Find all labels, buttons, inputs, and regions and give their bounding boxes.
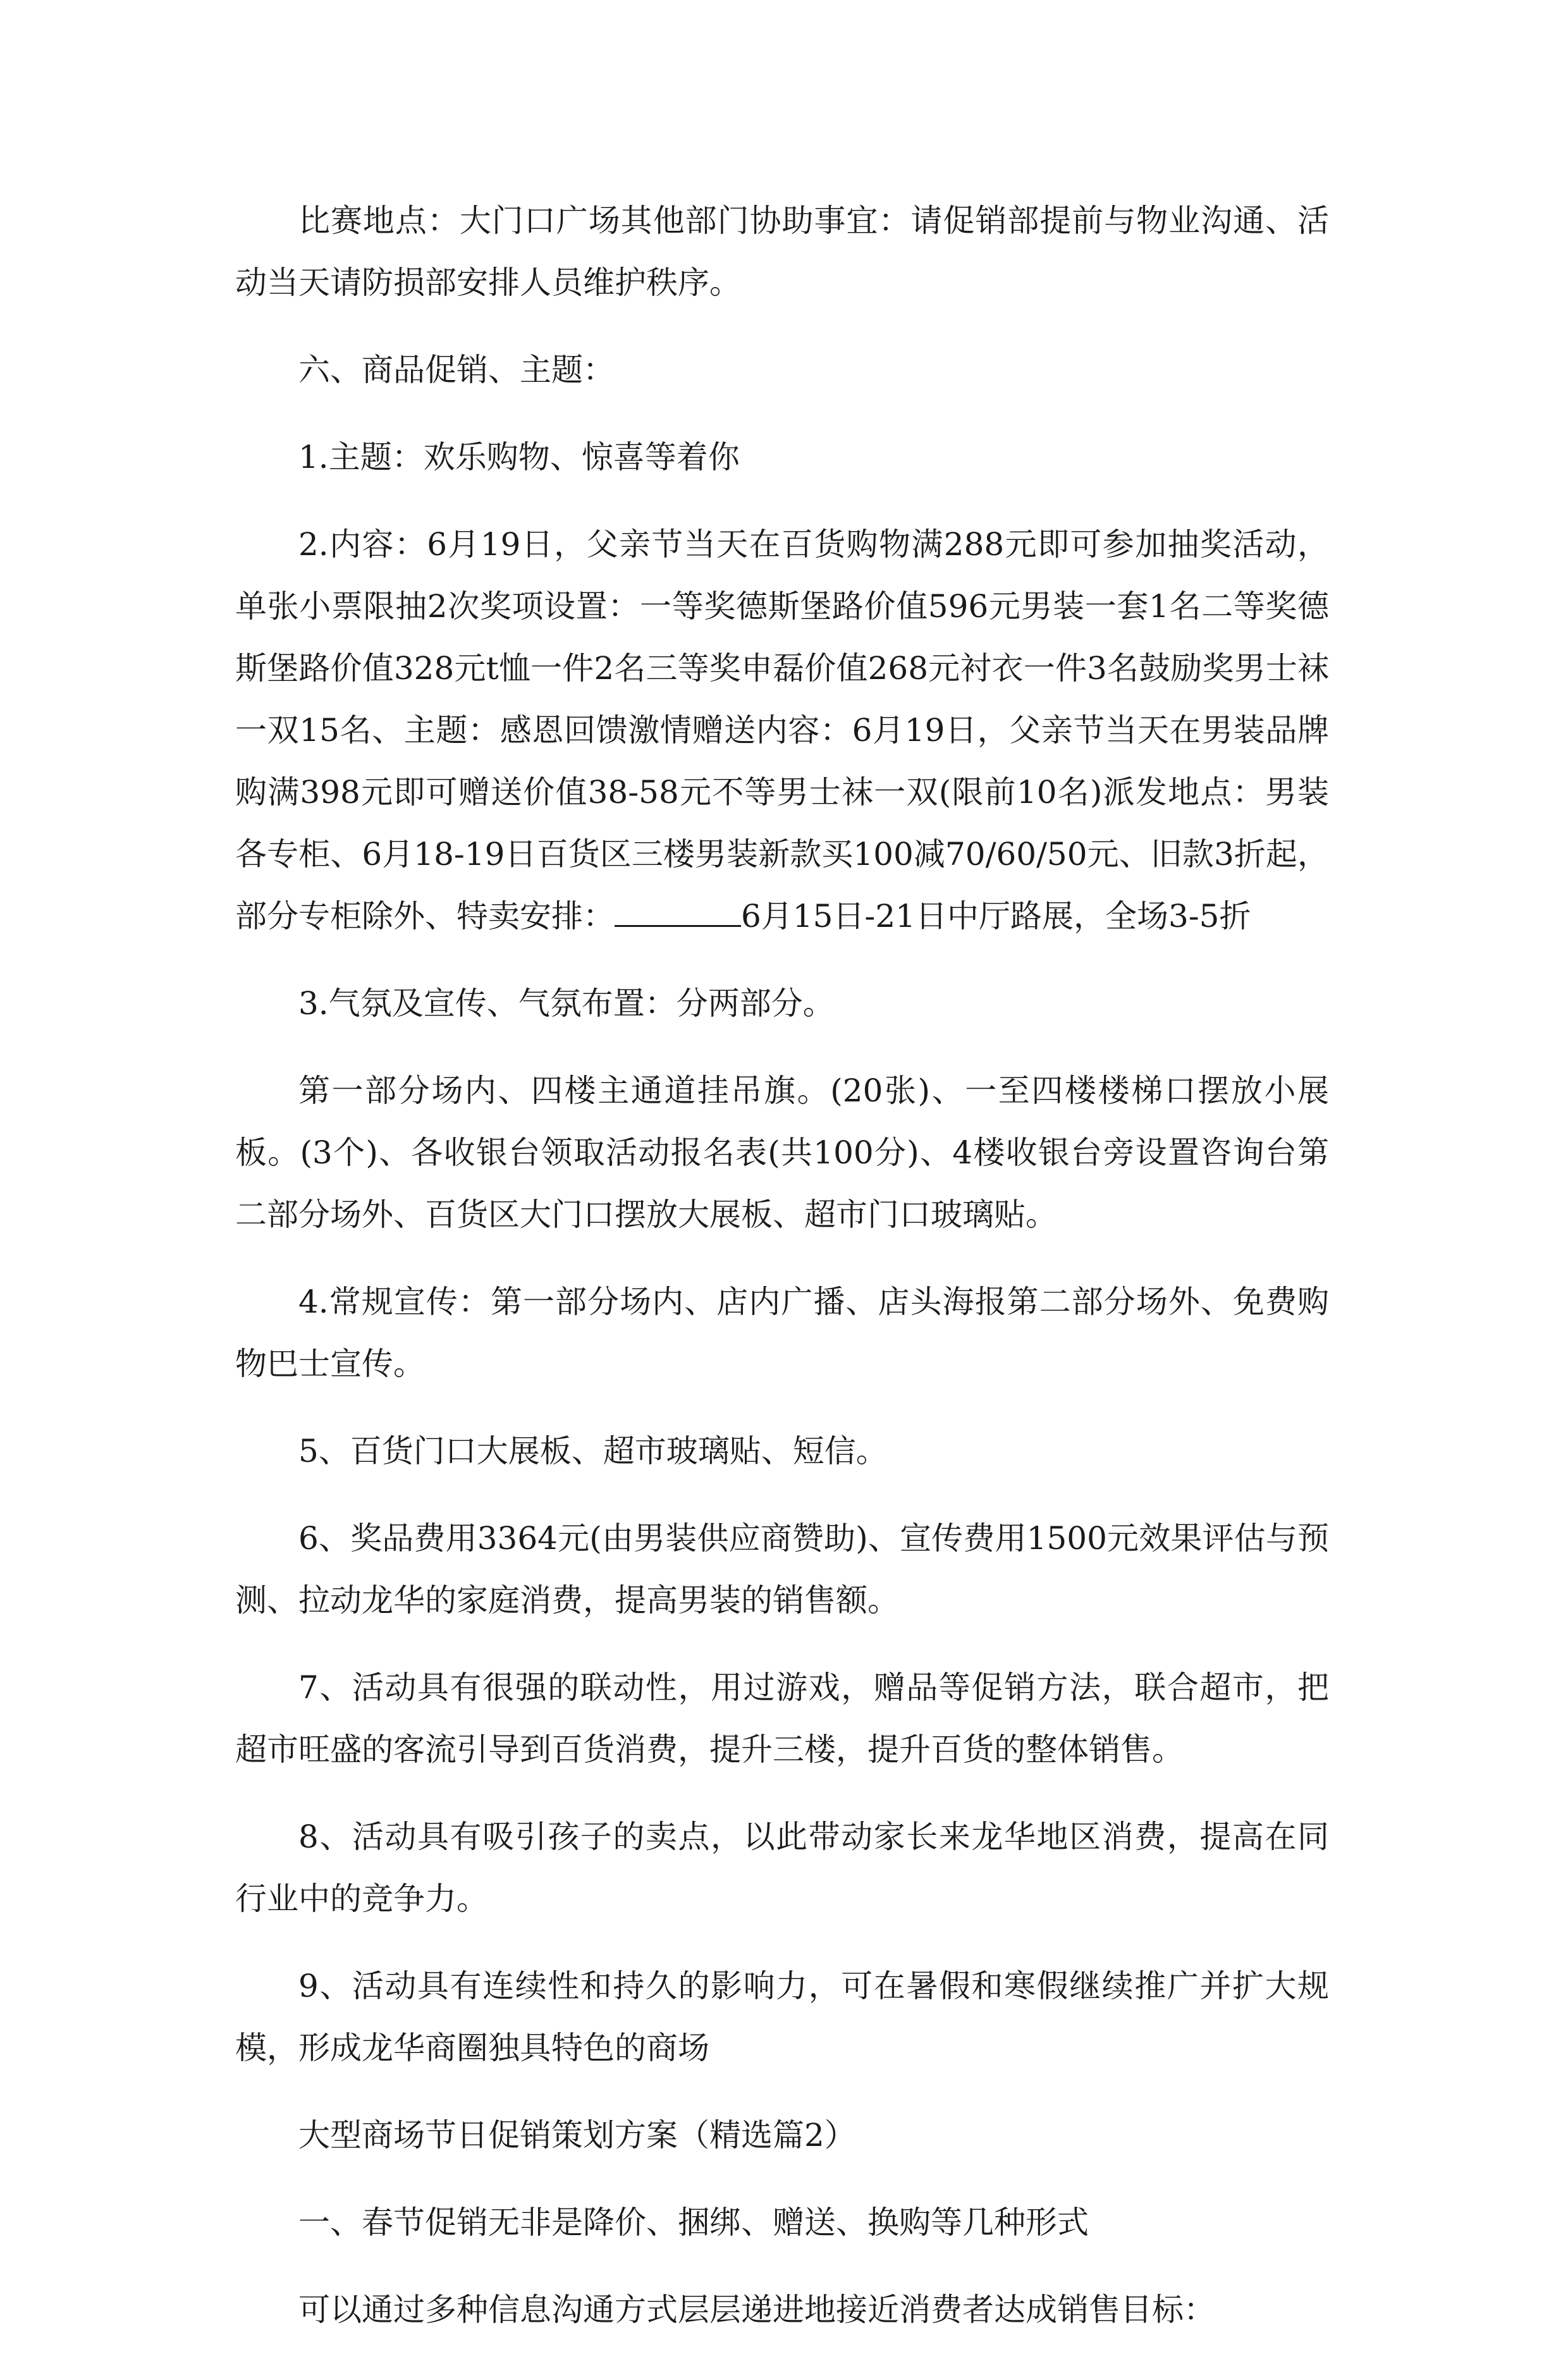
paragraph-content-text: 2.内容：6月19日，父亲节当天在百货购物满288元即可参加抽奖活动，单张小票限抽2次奖项设置：一等奖德斯堡路价值596元男装一套1名二等奖德斯堡路价值328元t恤一件2名三等奖申磊价值268元衬衣一件3名鼓励奖男士袜一双15名、主题：感恩回馈激情赠送内容：6月19日，父亲节当天在男装品牌购满398元即可赠送价值38-58元不等男士袜一双(限前10名)派发地点：男装各专柜、6月18-19日百货区三楼男装新款买100减70/60/50元、旧款3折起，部分专柜除外、特卖安排：	[235, 526, 1329, 935]
paragraph-theme: 1.主题：欢乐购物、惊喜等着你	[298, 439, 740, 475]
paragraph-regular-publicity: 4.常规宣传：第一部分场内、店内广播、店头海报第二部分场外、免费购物巴士宣传。	[235, 1284, 1329, 1382]
paragraph-boards: 5、百货门口大展板、超市玻璃贴、短信。	[298, 1433, 888, 1469]
paragraph-venue: 比赛地点：大门口广场其他部门协助事宜：请促销部提前与物业沟通、活动当天请防损部安排人员维护秩序。	[235, 202, 1329, 301]
paragraph-children: 8、活动具有吸引孩子的卖点，以此带动家长来龙华地区消费，提高在同行业中的竞争力。	[235, 1818, 1329, 1917]
paragraph-content	[235, 513, 1329, 947]
paragraph-costs: 6、奖品费用3364元(由男装供应商赞助)、宣传费用1500元效果评估与预测、拉动龙华的家庭消费，提高男装的销售额。	[235, 1520, 1329, 1619]
section-title-part-two: 大型商场节日促销策划方案（精选篇2）	[298, 2117, 856, 2154]
fill-in-blank	[615, 888, 741, 927]
paragraph-communication: 可以通过多种信息沟通方式层层递进地接近消费者达成销售目标：	[298, 2291, 1215, 2328]
paragraph-part-one: 第一部分场内、四楼主通道挂吊旗。(20张)、一至四楼楼梯口摆放小展板。(3个)、各收银台领取活动报名表(共100分)、4楼收银台旁设置咨询台第二部分场外、百货区大门口摆放大展板、超市门口玻璃贴。	[235, 1072, 1329, 1233]
document-body	[235, 190, 1329, 2366]
section-heading-promotion: 六、商品促销、主题：	[298, 352, 615, 388]
paragraph-content-tail: 6月15日-21日中厅路展，全场3-5折	[741, 898, 1251, 935]
paragraph-linkage: 7、活动具有很强的联动性，用过游戏，赠品等促销方法，联合超市，把超市旺盛的客流引导到百货消费，提升三楼，提升百货的整体销售。	[235, 1669, 1329, 1768]
paragraph-spring-festival: 一、春节促销无非是降价、捆绑、赠送、换购等几种形式	[298, 2204, 1089, 2241]
paragraph-continuity: 9、活动具有连续性和持久的影响力，可在暑假和寒假继续推广并扩大规模，形成龙华商圈独具特色的商场	[235, 1968, 1329, 2066]
paragraph-atmosphere: 3.气氛及宣传、气氛布置：分两部分。	[298, 985, 835, 1022]
